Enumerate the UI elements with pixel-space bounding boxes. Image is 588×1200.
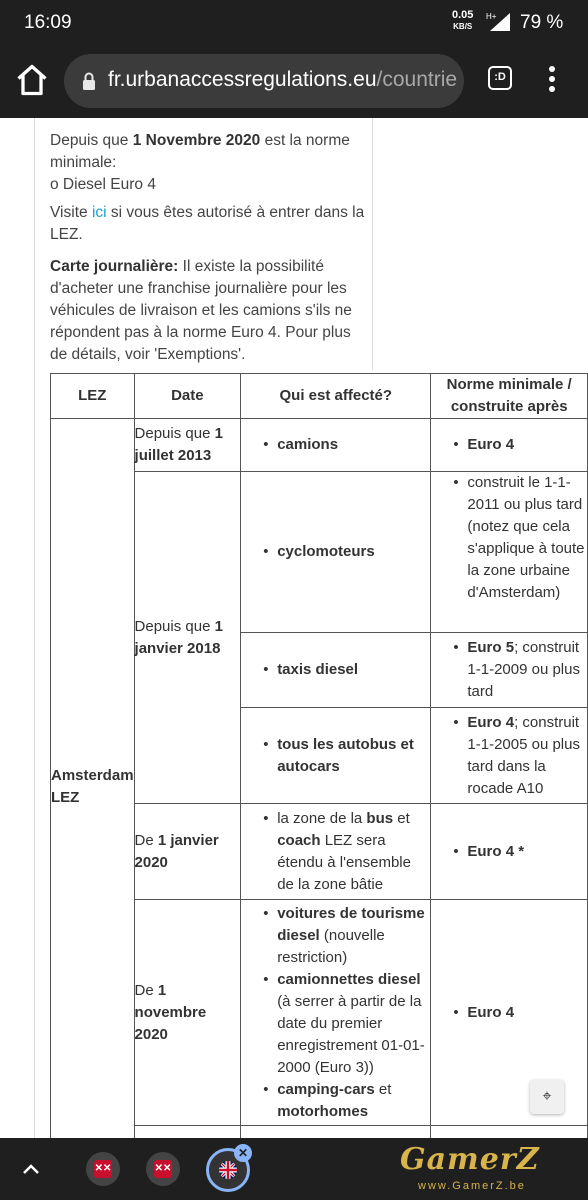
date-value: 1 juillet 2013 (134, 425, 223, 464)
day-card-paragraph (50, 256, 370, 366)
page-content (0, 118, 588, 1138)
list-item (263, 969, 430, 1079)
visit-paragraph (50, 202, 370, 246)
table-row (51, 419, 588, 472)
day-card-text: Il existe la possibilité d'acheter une franchise journalière pour les véhicules de livraison et les camions s'ils ne répondent pas à la norme Euro 4. Pour plus de détails, voir 'Exemptions'. (50, 258, 352, 363)
tab-thumbnail[interactable] (146, 1152, 180, 1186)
affected-label: cyclomoteurs (277, 543, 375, 560)
list-item (263, 434, 430, 456)
list-item (263, 903, 430, 969)
min-norm-suffix: est la norme minimale: (50, 132, 350, 171)
affected-cell (241, 472, 431, 633)
day-card-heading: Carte journalière: (50, 258, 179, 275)
uk-flag-icon (219, 1161, 237, 1179)
tab-switcher-button[interactable]: :D (488, 66, 512, 90)
date-cell (134, 1126, 241, 1139)
norm-cell (431, 633, 588, 708)
norm-cell (431, 900, 588, 1126)
more-options-icon[interactable] (540, 64, 564, 94)
battery-level: 79 % (520, 12, 564, 33)
affected-cell (241, 900, 431, 1126)
header-lez: LEZ (51, 374, 135, 419)
list-item (263, 659, 430, 681)
affected-bold: camping-cars (277, 1080, 375, 1098)
norm-cell (431, 419, 588, 472)
browser-toolbar (0, 44, 588, 118)
list-item (453, 434, 587, 456)
lock-icon (82, 72, 96, 90)
affected-cell (241, 708, 431, 804)
affected-text: et (393, 809, 410, 827)
signal-icon (486, 11, 512, 31)
list-item (263, 808, 430, 896)
network-speed-value: 0.05 (452, 9, 474, 21)
column-divider (372, 118, 373, 370)
tab-thumbnail[interactable] (86, 1152, 120, 1186)
header-date: Date (134, 374, 241, 419)
url-path: /countrie (376, 68, 458, 91)
amsterdam-icon: ✕✕ (154, 1160, 172, 1178)
column-divider (34, 118, 35, 1138)
norm-bold: Euro 4 (467, 713, 515, 731)
norm-cell (431, 804, 588, 900)
affected-bold: voitures de tourisme diesel (277, 904, 425, 944)
list-item (263, 541, 430, 563)
min-norm-prefix: Depuis que (50, 132, 133, 149)
date-cell (134, 804, 241, 900)
header-affected: Qui est affecté? (241, 374, 431, 419)
watermark-logo: GamerZ (400, 1142, 540, 1177)
norm-rest: ; construit 1-1-2009 ou plus tard (467, 639, 580, 700)
norm-label: Euro 4 (467, 1003, 515, 1021)
affected-text: (nouvelle restriction) (277, 926, 385, 966)
visit-suffix: si vous êtes autorisé à entrer dans la LEZ. (50, 204, 365, 243)
list-item (453, 712, 587, 800)
status-bar (0, 0, 588, 44)
network-speed (452, 10, 473, 32)
norm-rest: ; construit 1-1-2005 ou plus tard dans la rocade A10 (467, 713, 580, 797)
watermark-url: www.GamerZ.be (418, 1180, 526, 1192)
date-cell (134, 900, 241, 1126)
date-value: 1 janvier 2018 (134, 617, 223, 657)
affected-text: et (374, 1080, 392, 1098)
affected-text: la zone de la (277, 809, 367, 827)
date-prefix: De (134, 981, 158, 999)
min-norm-diesel: o Diesel Euro 4 (50, 176, 156, 193)
min-norm-date: 1 Novembre 2020 (132, 132, 261, 149)
affected-label: camions (277, 436, 339, 453)
ici-link[interactable]: ici (91, 204, 107, 221)
header-norm: Norme minimale / construite après (431, 374, 588, 419)
home-icon[interactable] (14, 62, 50, 98)
affected-label: tous les autobus et autocars (277, 735, 414, 775)
affected-coach: coach (277, 831, 321, 849)
table-header-row (51, 374, 588, 419)
lez-cell (51, 419, 135, 1139)
translate-icon[interactable]: ⌖ (530, 1080, 564, 1114)
network-speed-unit: KB/S (453, 22, 473, 31)
date-prefix: De (134, 831, 158, 849)
date-prefix: Depuis que (134, 617, 215, 635)
list-item (453, 637, 587, 703)
norm-cell (431, 1126, 588, 1139)
visit-prefix: Visite (50, 204, 92, 221)
list-item: • construit le 1-1-2011 ou plus tard (notez que cela s'applique à toute la zone urbaine d'Amsterdam) (453, 472, 587, 604)
status-time: 16:09 (24, 12, 72, 33)
norm-cell (431, 472, 588, 633)
affected-cell (241, 1126, 431, 1139)
svg-text:H+: H+ (486, 12, 497, 21)
list-item (453, 1002, 587, 1024)
chevron-up-icon[interactable] (20, 1158, 42, 1180)
url-host: fr.urbanaccessregulations.eu (108, 68, 377, 91)
norm-bold: Euro 5 (467, 639, 515, 656)
affected-bold: motorhomes (277, 1102, 369, 1120)
date-cell (134, 419, 241, 472)
norm-label: Euro 4 (467, 436, 515, 453)
affected-text: LEZ sera étendu à l'ensemble de la zone bâtie (277, 831, 411, 893)
affected-text: (à serrer à partir de la date du premier enregistrement 01-01-2000 (Euro 3)) (277, 992, 425, 1076)
lez-table (50, 373, 588, 1138)
norm-label: Euro 4 * (467, 842, 525, 860)
affected-cell (241, 419, 431, 472)
close-tab-button[interactable]: ✕ (234, 1144, 252, 1162)
url-text (108, 68, 457, 92)
norm-cell (431, 708, 588, 804)
lez-name: Amsterdam LEZ (51, 767, 134, 806)
affected-cell (241, 804, 431, 900)
affected-bold: camionnettes diesel (277, 970, 421, 988)
bottom-tab-strip (0, 1138, 588, 1200)
affected-label: taxis diesel (277, 661, 359, 678)
date-prefix: Depuis que (134, 425, 215, 442)
affected-bus: bus (366, 809, 394, 827)
list-item (263, 734, 430, 778)
address-bar[interactable] (64, 54, 464, 108)
date-cell (134, 472, 241, 804)
min-norm-paragraph (50, 130, 370, 196)
list-item (453, 841, 587, 863)
date-value: 1 janvier 2020 (134, 831, 219, 871)
affected-cell (241, 633, 431, 708)
date-value: 1 novembre 2020 (134, 981, 207, 1043)
list-item (263, 1079, 430, 1123)
amsterdam-icon: ✕✕ (94, 1160, 112, 1178)
